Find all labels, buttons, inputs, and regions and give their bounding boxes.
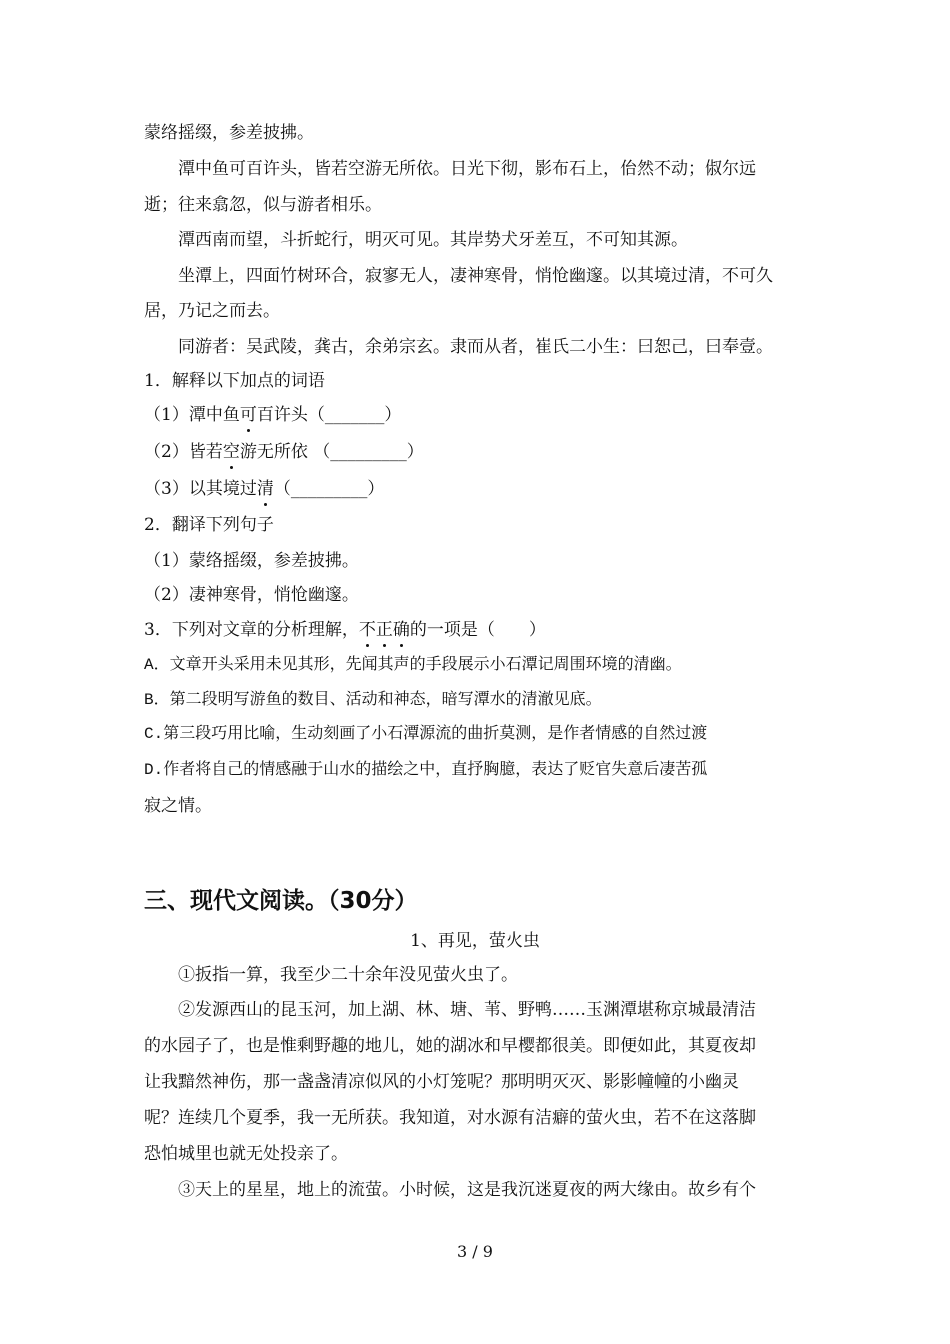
dotted-char: 清 (256, 479, 274, 499)
question-2-item: （2）凄神寒骨，悄怆幽邃。 (144, 585, 359, 605)
question-1-item (144, 440, 814, 464)
option-a: A．文章开头采用未见其形，先闻其声的手段展示小石潭记周围环境的清幽。 (144, 656, 682, 674)
passage-line: 同游者：吴武陵，龚古，余弟宗玄。隶而从者，崔氏二小生：曰恕己，曰奉壹。 (178, 337, 773, 357)
article-line: ②发源西山的昆玉河，加上湖、林、塘、苇、野鸭……玉渊潭堪称京城最清洁 (178, 1000, 756, 1020)
dotted-char: 正 (375, 620, 393, 640)
option-d-continued: 寂之情。 (144, 796, 212, 816)
article-line: ③天上的星星，地上的流萤。小时候，这是我沉迷夏夜的两大缘由。故乡有个 (178, 1180, 756, 1200)
question-1-item (144, 403, 814, 427)
question-3-title (144, 618, 814, 642)
option-d: D.作者将自己的情感融于山水的描绘之中，直抒胸臆，表达了贬官失意后凄苦孤 (144, 761, 708, 779)
passage-line: 蒙络摇缀，参差披拂。 (144, 123, 314, 143)
question-2-title: 2．翻译下列句子 (144, 515, 274, 535)
passage-line: 坐潭上，四面竹树环合，寂寥无人，凄神寒骨，悄怆幽邃。以其境过清，不可久 (178, 266, 773, 286)
passage-line: 潭中鱼可百许头，皆若空游无所依。日光下彻，影布石上，佁然不动；俶尔远 (178, 159, 756, 179)
item-text: （3）以其境过 (144, 479, 257, 499)
dotted-char: 可 (239, 405, 257, 425)
item-text: 3．下列对文章的分析理解， (144, 620, 359, 640)
passage-line: 居，乃记之而去。 (144, 301, 280, 321)
dotted-char: 不 (358, 620, 376, 640)
item-text: 百许头（_______） (256, 405, 402, 425)
item-text: （_________） (273, 479, 385, 499)
item-text: （2）皆若 (144, 442, 223, 462)
dotted-char: 空 (222, 442, 240, 462)
passage-line: 潭西南而望，斗折蛇行，明灭可见。其岸势犬牙差互，不可知其源。 (178, 230, 688, 250)
article-line: ①扳指一算，我至少二十余年没见萤火虫了。 (178, 965, 518, 985)
article-line: 让我黯然神伤，那一盏盏清凉似风的小灯笼呢？那明明灭灭、影影幢幢的小幽灵 (144, 1072, 739, 1092)
article-line: 恐怕城里也就无处投亲了。 (144, 1144, 348, 1164)
article-line: 的水园子了，也是惟剩野趣的地儿，她的湖冰和早樱都很美。即便如此，其夏夜却 (144, 1036, 756, 1056)
page-number: 3 / 9 (457, 1242, 493, 1261)
option-c: C.第三段巧用比喻，生动刻画了小石潭源流的曲折莫测，是作者情感的自然过渡 (144, 725, 708, 743)
question-1-title: 1．解释以下加点的词语 (144, 371, 325, 391)
article-line: 呢？连续几个夏季，我一无所获。我知道，对水源有洁癖的萤火虫，若不在这落脚 (144, 1108, 756, 1128)
item-text: 的一项是（ ） (409, 620, 546, 640)
option-b: B．第二段明写游鱼的数目、活动和神态，暗写潭水的清澈见底。 (144, 691, 602, 709)
dotted-char: 确 (392, 620, 410, 640)
question-1-item (144, 477, 814, 501)
item-text: 游无所依 （_________） (239, 442, 424, 462)
question-2-item: （1）蒙络摇缀，参差披拂。 (144, 551, 359, 571)
section-heading: 三、现代文阅读。（30分） (144, 888, 418, 914)
passage-line: 逝；往来翕忽，似与游者相乐。 (144, 195, 382, 215)
item-text: （1）潭中鱼 (144, 405, 240, 425)
article-title: 1、再见，萤火虫 (410, 931, 540, 951)
